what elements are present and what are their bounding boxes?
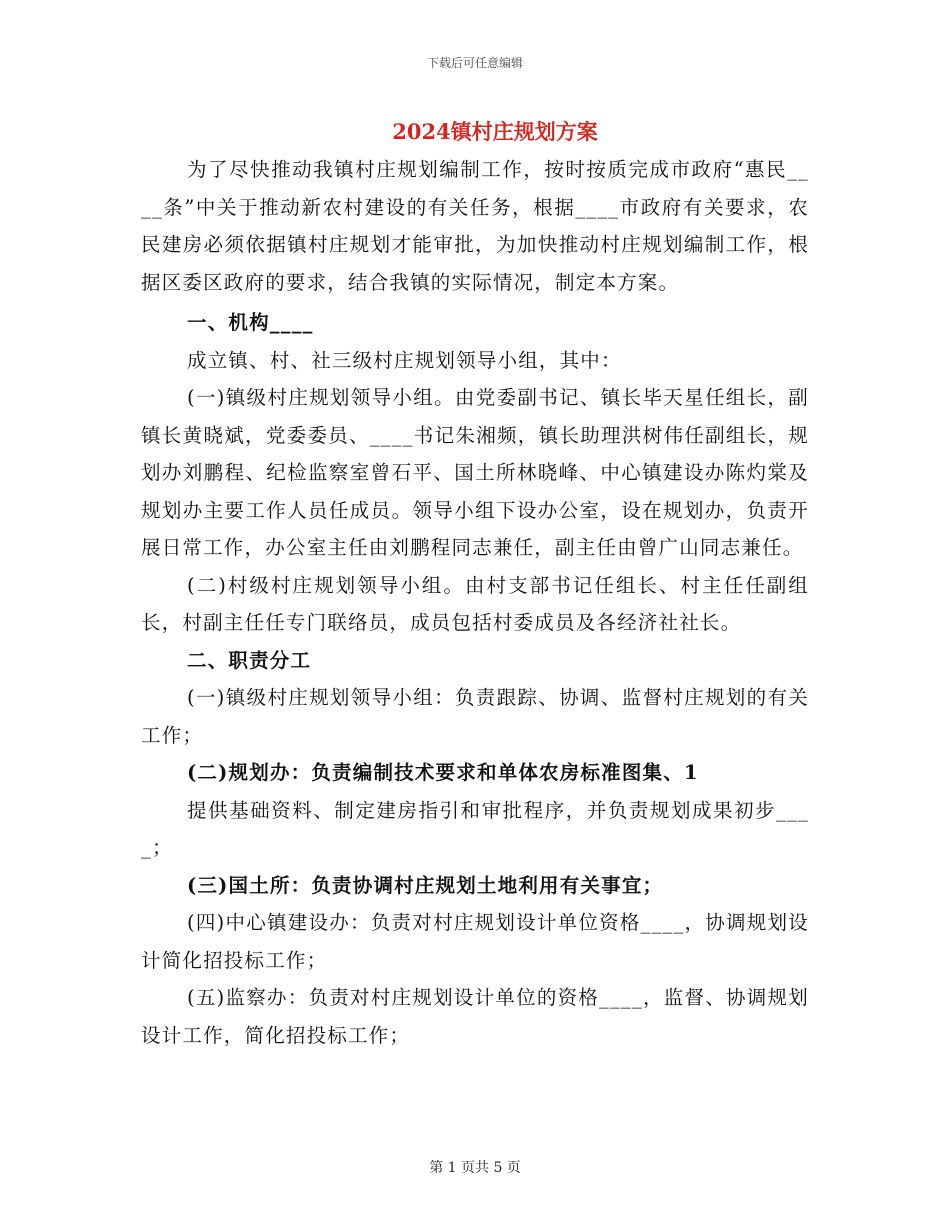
duty-construction-office: (四)中心镇建设办：负责对村庄规划设计单位资格____，协调规划设计简化招投标工作； [141,911,809,972]
paragraph-three-levels: 成立镇、村、社三级村庄规划领导小组，其中： [187,348,622,372]
duty-planning-office: (二)规划办：负责编制技术要求和单体农房标准图集、1 [187,761,699,784]
duty-supervision-office: (五)监察办：负责对村庄规划设计单位的资格____，监督、协调规划设计工作，简化招投标工作； [141,986,809,1047]
paragraph-village-group: (二)村级村庄规划领导小组。由村支部书记任组长、村主任任副组长，村副主任任专门联络员，成员包括村委成员及各经济社社长。 [141,573,809,634]
section-heading-organization: 一、机构____ [187,311,314,334]
document-title: 2024镇村庄规划方案 [392,119,598,144]
page-footer: 第 1 页共 5 页 [429,1160,521,1176]
section-heading-duties: 二、职责分工 [187,648,312,672]
page-header: 下载后可任意编辑 [426,56,523,70]
duty-planning-office-cont: 提供基础资料、制定建房指引和审批程序，并负责规划成果初步____； [141,798,809,859]
document-body [141,151,809,1054]
duty-town-group: (一)镇级村庄规划领导小组：负责跟踪、协调、监督村庄规划的有关工作； [141,686,809,747]
duty-land-office: (三)国土所：负责协调村庄规划土地利用有关事宜； [187,873,664,897]
paragraph-town-group: (一)镇级村庄规划领导小组。由党委副书记、镇长毕天星任组长，副镇长黄晓斌，党委委员、____书记朱湘频，镇长助理洪树伟任副组长，规划办刘鹏程、纪检监察室曾石平、国土所林晓峰、中心镇建设办陈灼棠及规划办主要工作人员任成员。领导小组下设办公室，设在规划办，负责开展日常工作，办公室主任由刘鹏程同志兼任，副主任由曾广山同志兼任。 [141,386,809,559]
intro-paragraph: 为了尽快推动我镇村庄规划编制工作，按时按质完成市政府“惠民____条”中关于推动新农村建设的有关任务，根据____市政府有关要求，农民建房必须依据镇村庄规划才能审批，为加快推动村庄规划编制工作，根据区委区政府的要求，结合我镇的实际情况，制定本方案。 [141,158,809,294]
